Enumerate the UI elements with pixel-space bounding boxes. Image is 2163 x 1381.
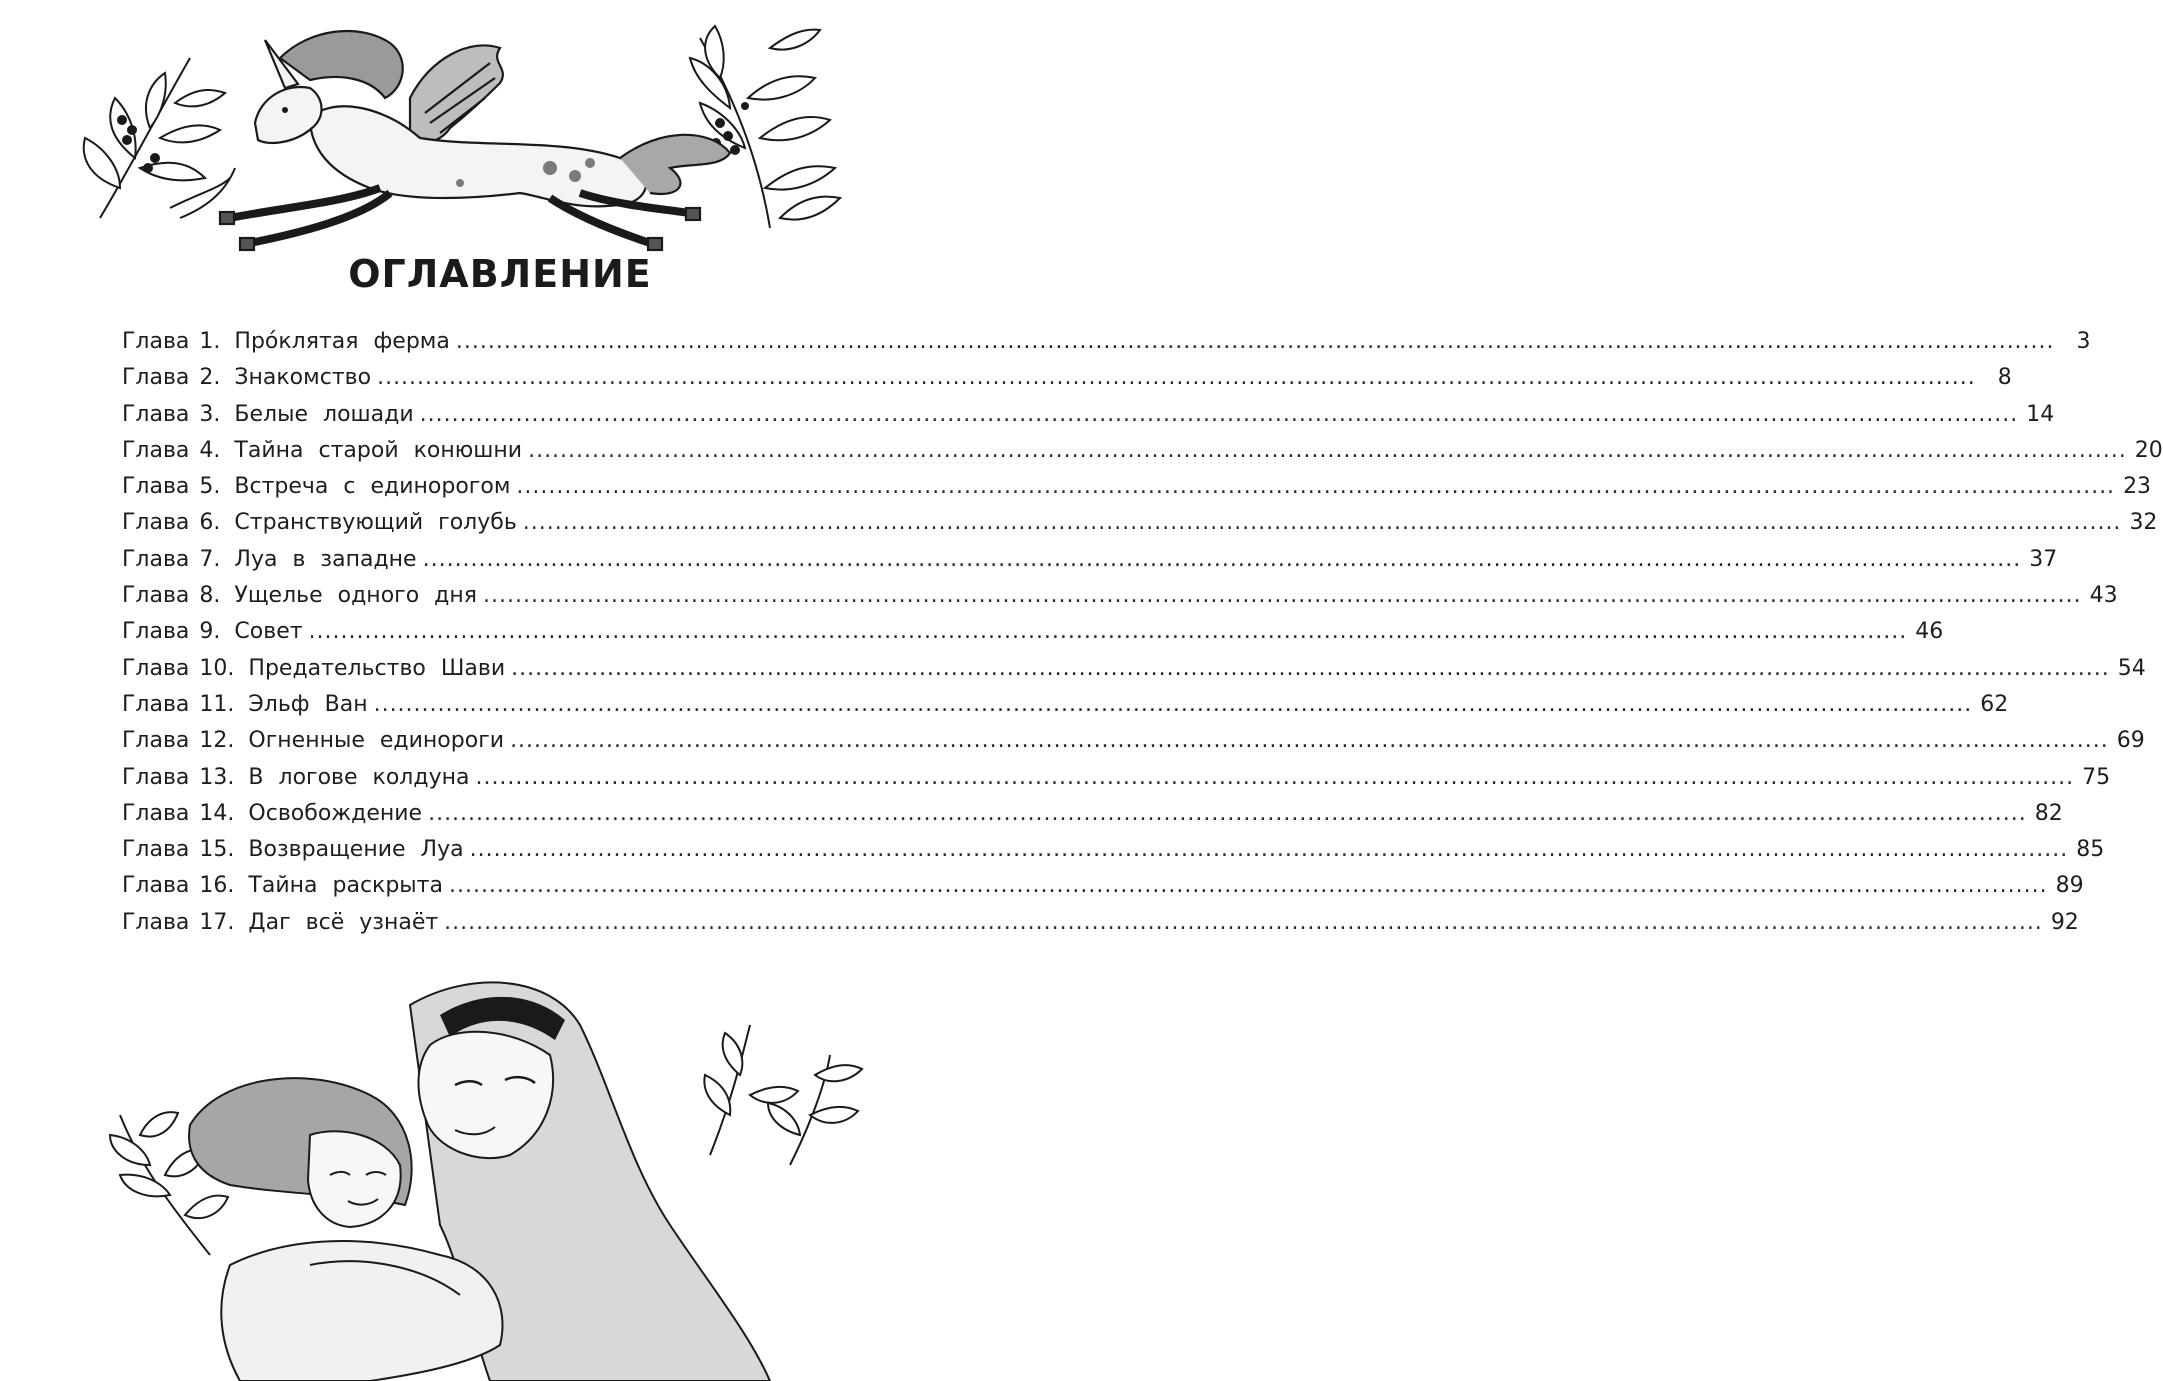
page-number: 69 [2116, 728, 2145, 754]
chapter-title: Совет [234, 619, 303, 645]
toc-entry [122, 360, 2012, 396]
toc-entry [122, 324, 2091, 360]
dot-leader: ........................................................................................................................................................................................................ [422, 546, 2022, 572]
dot-leader: ........................................................................................................................................................................................................ [377, 365, 1976, 391]
chapter-label: Глава [122, 619, 190, 645]
dot-leader: ........................................................................................................................................................................................................ [455, 329, 2055, 354]
chapter-number: 8. [199, 583, 221, 609]
chapter-title: Освобождение [248, 800, 423, 826]
page-number: 3 [2076, 329, 2091, 354]
chapter-number: 9. [199, 619, 221, 645]
chapter-number: 1. [199, 329, 221, 354]
hug-illustration [110, 965, 890, 1381]
toc-entry [122, 433, 2163, 469]
chapter-title: Странствующий голубь [234, 510, 517, 536]
chapter-number: 7. [199, 546, 221, 572]
chapter-title: Огненные единороги [248, 728, 505, 754]
page-number: 37 [2029, 546, 2058, 572]
toc-entry [122, 832, 2105, 868]
toc-entry [122, 578, 2118, 614]
toc-entry [122, 505, 2158, 541]
toc-entry [122, 542, 2058, 578]
chapter-number: 17. [199, 909, 235, 935]
chapter-label: Глава [122, 837, 190, 863]
unicorn [220, 31, 730, 250]
chapter-number: 12. [199, 728, 235, 754]
chapter-label: Глава [122, 437, 190, 463]
chapter-title: В логове колдуна [248, 764, 470, 790]
toc-entry [122, 796, 2063, 832]
chapter-label: Глава [122, 728, 190, 754]
dot-leader: ........................................................................................................................................................................................................ [483, 583, 2082, 609]
chapter-label: Глава [122, 655, 190, 681]
page-title: ОГЛАВЛЕНИЕ [348, 252, 652, 296]
right-olive-branch [690, 26, 840, 228]
chapter-label: Глава [122, 873, 190, 899]
chapter-label: Глава [122, 401, 190, 427]
dot-leader: ........................................................................................................................................................................................................ [373, 691, 1973, 717]
dot-leader: ........................................................................................................................................................................................................ [419, 401, 2019, 427]
page-number: 14 [2026, 401, 2055, 427]
chapter-number: 13. [199, 764, 235, 790]
chapter-number: 16. [199, 873, 235, 899]
chapter-title: Знакомство [234, 365, 372, 391]
chapter-number: 4. [199, 437, 221, 463]
chapter-title: Луа в западне [234, 546, 417, 572]
table-of-contents [122, 324, 2163, 941]
page-number: 54 [2117, 655, 2146, 681]
chapter-title: Тайна раскрыта [248, 873, 443, 899]
chapter-label: Глава [122, 909, 190, 935]
toc-entry [122, 651, 2146, 687]
dot-leader: ........................................................................................................................................................................................................ [448, 873, 2048, 899]
dot-leader: ........................................................................................................................................................................................................ [516, 474, 2116, 500]
toc-entry [122, 723, 2145, 759]
toc-entry [122, 614, 1944, 650]
page-number: 32 [2129, 510, 2158, 536]
dot-leader: ........................................................................................................................................................................................................ [444, 909, 2043, 935]
toc-entry [122, 397, 2055, 433]
chapter-number: 2. [199, 365, 221, 391]
dot-leader: ........................................................................................................................................................................................................ [475, 764, 2075, 790]
chapter-title: Встреча с единорогом [234, 474, 511, 500]
toc-entry [122, 905, 2079, 941]
dot-leader: ........................................................................................................................................................................................................ [428, 800, 2027, 826]
unicorn-illustration [80, 18, 920, 268]
chapter-label: Глава [122, 583, 190, 609]
page-number: 20 [2134, 437, 2163, 463]
toc-entry [122, 868, 2084, 904]
chapter-title: Белые лошади [234, 401, 414, 427]
page-number: 82 [2034, 800, 2063, 826]
chapter-title: Про́клятая ферма [234, 329, 450, 354]
chapter-title: Тайна старой конюшни [234, 437, 523, 463]
page-number: 92 [2050, 909, 2079, 935]
dot-leader: ........................................................................................................................................................................................................ [511, 655, 2110, 681]
dot-leader: ........................................................................................................................................................................................................ [522, 510, 2122, 536]
chapter-number: 10. [199, 655, 235, 681]
toc-entry [122, 687, 2009, 723]
chapter-title: Предательство Шави [248, 655, 506, 681]
page-number: 75 [2082, 764, 2111, 790]
page-number: 46 [1915, 619, 1944, 645]
page-number: 62 [1980, 691, 2009, 717]
chapter-label: Глава [122, 510, 190, 536]
page-number: 85 [2076, 837, 2105, 863]
dot-leader: ........................................................................................................................................................................................................ [469, 837, 2069, 863]
chapter-label: Глава [122, 800, 190, 826]
chapter-title: Ущелье одного дня [234, 583, 477, 609]
left-olive-branch [84, 58, 235, 218]
chapter-number: 11. [199, 691, 235, 717]
dot-leader: ........................................................................................................................................................................................................ [528, 437, 2127, 463]
chapter-label: Глава [122, 474, 190, 500]
chapter-number: 15. [199, 837, 235, 863]
toc-entry [122, 760, 2111, 796]
chapter-label: Глава [122, 329, 190, 354]
page-number: 43 [2089, 583, 2118, 609]
chapter-title: Возвращение Луа [248, 837, 464, 863]
page-number: 8 [1997, 365, 2012, 391]
page-number: 23 [2123, 474, 2152, 500]
chapter-label: Глава [122, 546, 190, 572]
page-number: 89 [2055, 873, 2084, 899]
toc-entry [122, 469, 2152, 505]
chapter-label: Глава [122, 365, 190, 391]
chapter-number: 3. [199, 401, 221, 427]
dot-leader: ........................................................................................................................................................................................................ [510, 728, 2109, 754]
chapter-label: Глава [122, 764, 190, 790]
chapter-number: 6. [199, 510, 221, 536]
right-leaf-branch [704, 1025, 862, 1165]
chapter-number: 5. [199, 474, 221, 500]
chapter-title: Даг всё узнаёт [248, 909, 439, 935]
chapter-label: Глава [122, 691, 190, 717]
chapter-number: 14. [199, 800, 235, 826]
chapter-title: Эльф Ван [248, 691, 368, 717]
dot-leader: ........................................................................................................................................................................................................ [308, 619, 1908, 645]
